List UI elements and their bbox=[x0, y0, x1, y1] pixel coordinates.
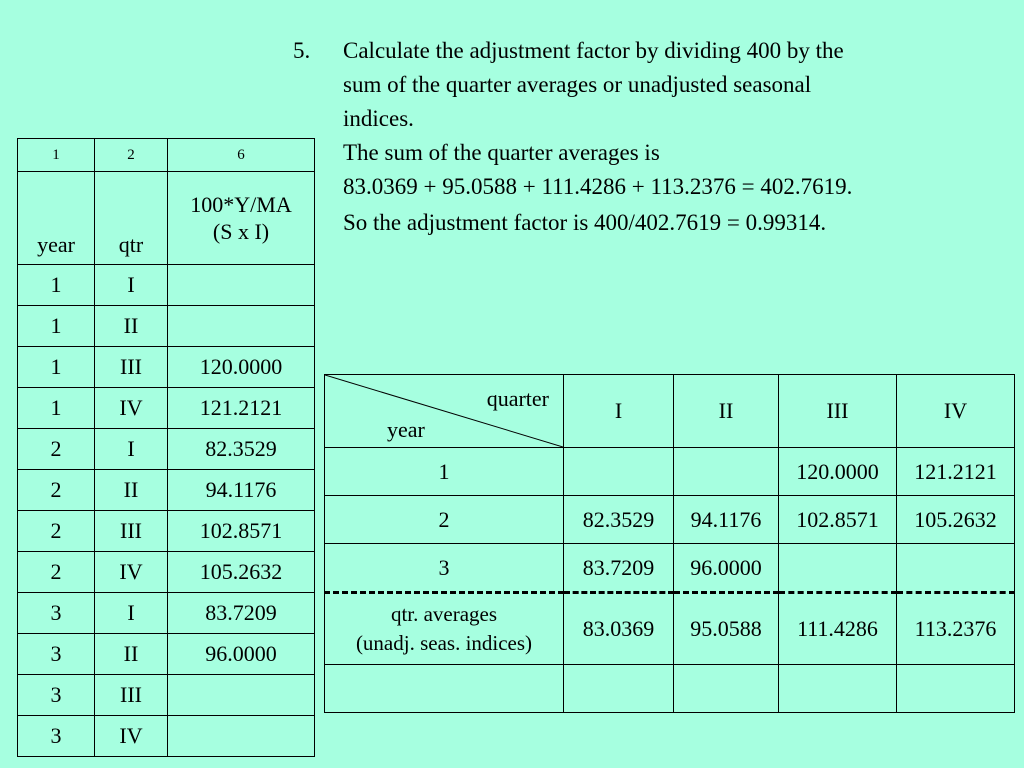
quarter-by-year-table bbox=[324, 374, 1015, 713]
ratio-to-moving-average-table bbox=[17, 138, 315, 757]
qtr-cell: I bbox=[95, 429, 168, 470]
value-cell bbox=[564, 448, 674, 496]
empty-cell bbox=[325, 665, 564, 713]
qtr-cell: IV bbox=[95, 716, 168, 757]
column-number: 2 bbox=[95, 139, 168, 172]
year-cell: 1 bbox=[18, 388, 95, 429]
corner-header bbox=[325, 375, 564, 448]
average-cell: 95.0588 bbox=[674, 593, 779, 665]
table-row bbox=[18, 388, 315, 429]
ratio-cell: 83.7209 bbox=[168, 593, 315, 634]
year-cell: 3 bbox=[325, 544, 564, 593]
table-row bbox=[18, 634, 315, 675]
sum-equation: 83.0369 + 95.0588 + 111.4286 + 113.2376 = 402.7619. bbox=[343, 174, 853, 199]
empty-cell bbox=[779, 665, 897, 713]
step-line-3: indices. bbox=[343, 106, 414, 131]
table-row bbox=[18, 265, 315, 306]
value-cell: 94.1176 bbox=[674, 496, 779, 544]
empty-row bbox=[325, 665, 1015, 713]
ratio-header bbox=[168, 172, 315, 265]
qtr-cell: III bbox=[95, 675, 168, 716]
quarter-header-row bbox=[325, 375, 1015, 448]
step-5 bbox=[293, 34, 993, 136]
averages-label-line-1: qtr. averages bbox=[390, 602, 498, 626]
year-cell: 2 bbox=[18, 511, 95, 552]
year-cell: 1 bbox=[18, 347, 95, 388]
qtr-header: qtr bbox=[95, 172, 168, 265]
corner-quarter-label: quarter bbox=[486, 386, 549, 411]
empty-cell bbox=[897, 665, 1015, 713]
empty-cell bbox=[674, 665, 779, 713]
table-row bbox=[18, 511, 315, 552]
quarter-header: I bbox=[564, 375, 674, 448]
ratio-cell: 82.3529 bbox=[168, 429, 315, 470]
value-cell: 105.2632 bbox=[897, 496, 1015, 544]
table-row bbox=[18, 675, 315, 716]
ratio-header-line-1: 100*Y/MA bbox=[190, 192, 292, 217]
ratio-cell: 96.0000 bbox=[168, 634, 315, 675]
value-cell bbox=[674, 448, 779, 496]
corner-year-label: year bbox=[387, 417, 425, 442]
ratio-cell bbox=[168, 265, 315, 306]
header-row bbox=[18, 172, 315, 265]
qtr-cell: I bbox=[95, 265, 168, 306]
qtr-cell: II bbox=[95, 470, 168, 511]
year-cell: 3 bbox=[18, 634, 95, 675]
ratio-cell: 94.1176 bbox=[168, 470, 315, 511]
year-cell: 3 bbox=[18, 716, 95, 757]
value-cell bbox=[897, 544, 1015, 593]
ratio-cell bbox=[168, 306, 315, 347]
table-row bbox=[18, 429, 315, 470]
value-cell: 96.0000 bbox=[674, 544, 779, 593]
year-cell: 1 bbox=[18, 306, 95, 347]
average-cell: 113.2376 bbox=[897, 593, 1015, 665]
year-row bbox=[325, 544, 1015, 593]
qtr-cell: II bbox=[95, 634, 168, 675]
qtr-cell: IV bbox=[95, 552, 168, 593]
step-line-2: sum of the quarter averages or unadjusted seasonal bbox=[343, 72, 812, 97]
column-number: 6 bbox=[168, 139, 315, 172]
ratio-cell: 102.8571 bbox=[168, 511, 315, 552]
ratio-cell: 121.2121 bbox=[168, 388, 315, 429]
year-header: year bbox=[18, 172, 95, 265]
column-number: 1 bbox=[18, 139, 95, 172]
qtr-cell: III bbox=[95, 511, 168, 552]
sum-intro: The sum of the quarter averages is bbox=[343, 140, 660, 165]
table-row bbox=[18, 716, 315, 757]
qtr-cell: II bbox=[95, 306, 168, 347]
ratio-cell: 120.0000 bbox=[168, 347, 315, 388]
value-cell bbox=[779, 544, 897, 593]
average-cell: 111.4286 bbox=[779, 593, 897, 665]
quarter-header: II bbox=[674, 375, 779, 448]
table-row bbox=[18, 593, 315, 634]
value-cell: 102.8571 bbox=[779, 496, 897, 544]
ratio-cell bbox=[168, 716, 315, 757]
year-cell: 3 bbox=[18, 675, 95, 716]
adjustment-factor-text: So the adjustment factor is 400/402.7619 = 0.99314. bbox=[343, 210, 827, 235]
averages-label-line-2: (unadj. seas. indices) bbox=[355, 631, 533, 655]
qtr-cell: IV bbox=[95, 388, 168, 429]
table-row bbox=[18, 347, 315, 388]
year-cell: 2 bbox=[325, 496, 564, 544]
averages-row bbox=[325, 593, 1015, 665]
year-cell: 2 bbox=[18, 552, 95, 593]
average-cell: 83.0369 bbox=[564, 593, 674, 665]
year-cell: 2 bbox=[18, 429, 95, 470]
qtr-cell: III bbox=[95, 347, 168, 388]
table-row bbox=[18, 470, 315, 511]
year-cell: 1 bbox=[18, 265, 95, 306]
averages-label bbox=[325, 593, 564, 665]
step-line-1: Calculate the adjustment factor by dividing 400 by the bbox=[343, 38, 844, 63]
ratio-cell: 105.2632 bbox=[168, 552, 315, 593]
year-cell: 2 bbox=[18, 470, 95, 511]
instruction-text bbox=[293, 34, 993, 240]
value-cell: 121.2121 bbox=[897, 448, 1015, 496]
quarter-header: III bbox=[779, 375, 897, 448]
value-cell: 83.7209 bbox=[564, 544, 674, 593]
empty-cell bbox=[564, 665, 674, 713]
year-cell: 3 bbox=[18, 593, 95, 634]
ratio-header-line-2: (S x I) bbox=[212, 219, 270, 244]
value-cell: 120.0000 bbox=[779, 448, 897, 496]
table-row bbox=[18, 552, 315, 593]
quarter-header: IV bbox=[897, 375, 1015, 448]
step-number: 5. bbox=[293, 38, 311, 63]
ratio-cell bbox=[168, 675, 315, 716]
table-row bbox=[18, 306, 315, 347]
year-row bbox=[325, 496, 1015, 544]
value-cell: 82.3529 bbox=[564, 496, 674, 544]
year-row bbox=[325, 448, 1015, 496]
qtr-cell: I bbox=[95, 593, 168, 634]
year-cell: 1 bbox=[325, 448, 564, 496]
column-number-row bbox=[18, 139, 315, 172]
